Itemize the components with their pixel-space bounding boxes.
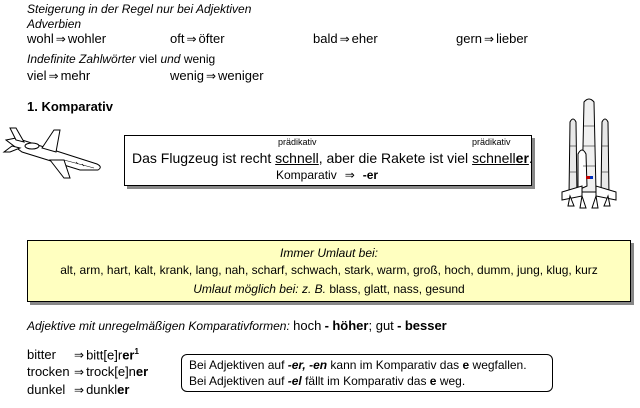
adverb-from: oft xyxy=(170,31,185,46)
adverb-row-gern xyxy=(456,31,528,46)
indef-row-wenig: wenig ⇒ weniger xyxy=(170,68,264,83)
adverbien-label: Adverbien xyxy=(27,17,82,31)
example-dunkel: dunkel xyxy=(27,382,66,397)
example-dunkel-result: ⇒ dunkler xyxy=(74,382,130,397)
label-praedikativ-right: prädikativ xyxy=(472,137,511,147)
label-praedikativ-left: prädikativ xyxy=(278,137,317,147)
arrow-icon: ⇒ xyxy=(74,383,85,397)
arrow-icon: ⇒ xyxy=(48,69,59,83)
example-bitter: bitter xyxy=(27,347,56,362)
page-title: Steigerung in der Regel nur bei Adjektiven xyxy=(27,2,252,16)
section-heading: 1. Komparativ xyxy=(27,99,113,114)
umlaut-possible: Umlaut möglich bei: z. B. blass, glatt, nass, gesund xyxy=(193,282,465,296)
adverb-row-wohl xyxy=(27,31,106,46)
irregular-forms: Adjektive mit unregelmäßigen Komparativformen: hoch - höher; gut - besser xyxy=(27,318,447,333)
example-trocken-result: ⇒ trock[e]ner xyxy=(74,364,149,379)
indefinite-label: Indefinite Zahlwörter viel und wenig xyxy=(27,52,216,66)
arrow-icon: ⇒ xyxy=(55,32,66,46)
indef-row-viel: viel ⇒ mehr xyxy=(27,68,91,83)
arrow-icon: ⇒ xyxy=(186,32,197,46)
adverb-to: eher xyxy=(351,31,378,46)
adverb-row-oft xyxy=(170,31,225,46)
adverb-row-bald xyxy=(313,31,378,46)
rocket-illustration xyxy=(556,96,622,220)
example-trocken: trocken xyxy=(27,364,70,379)
adverb-from: wohl xyxy=(27,31,54,46)
arrow-icon: ⇒ xyxy=(339,32,350,46)
word-schnell: schnell xyxy=(275,150,319,166)
arrow-icon: ⇒ xyxy=(344,168,355,182)
arrow-icon: ⇒ xyxy=(74,348,85,363)
airplane-illustration xyxy=(2,124,106,186)
arrow-icon: ⇒ xyxy=(205,69,217,83)
comparative-rule: Komparativ ⇒ -er xyxy=(276,168,379,182)
arrow-icon: ⇒ xyxy=(74,365,85,379)
umlaut-list: alt, arm, hart, kalt, krank, lang, nah, scharf, schwach, stark, warm, groß, hoch, dumm, jung, klug, kurz xyxy=(60,263,598,277)
adverb-to: lieber xyxy=(496,31,528,46)
example-sentence: Das Flugzeug ist recht schnell, aber die Rakete ist viel schneller. xyxy=(132,150,533,166)
note-line-1: Bei Adjektiven auf -er, -en kann im Komparativ das e wegfallen. xyxy=(189,358,527,372)
adverb-to: öfter xyxy=(198,31,225,46)
note-line-2: Bei Adjektiven auf -el fällt im Komparativ das e weg. xyxy=(189,374,466,388)
adverb-from: bald xyxy=(313,31,338,46)
umlaut-title: Immer Umlaut bei: xyxy=(279,246,379,260)
adverb-from: gern xyxy=(456,31,483,46)
word-schneller: schneller xyxy=(472,150,529,166)
arrow-icon: ⇒ xyxy=(484,32,495,46)
adverb-to: wohler xyxy=(67,31,107,46)
example-bitter-result: ⇒ bitt[e]rer$^1$ xyxy=(74,347,139,363)
